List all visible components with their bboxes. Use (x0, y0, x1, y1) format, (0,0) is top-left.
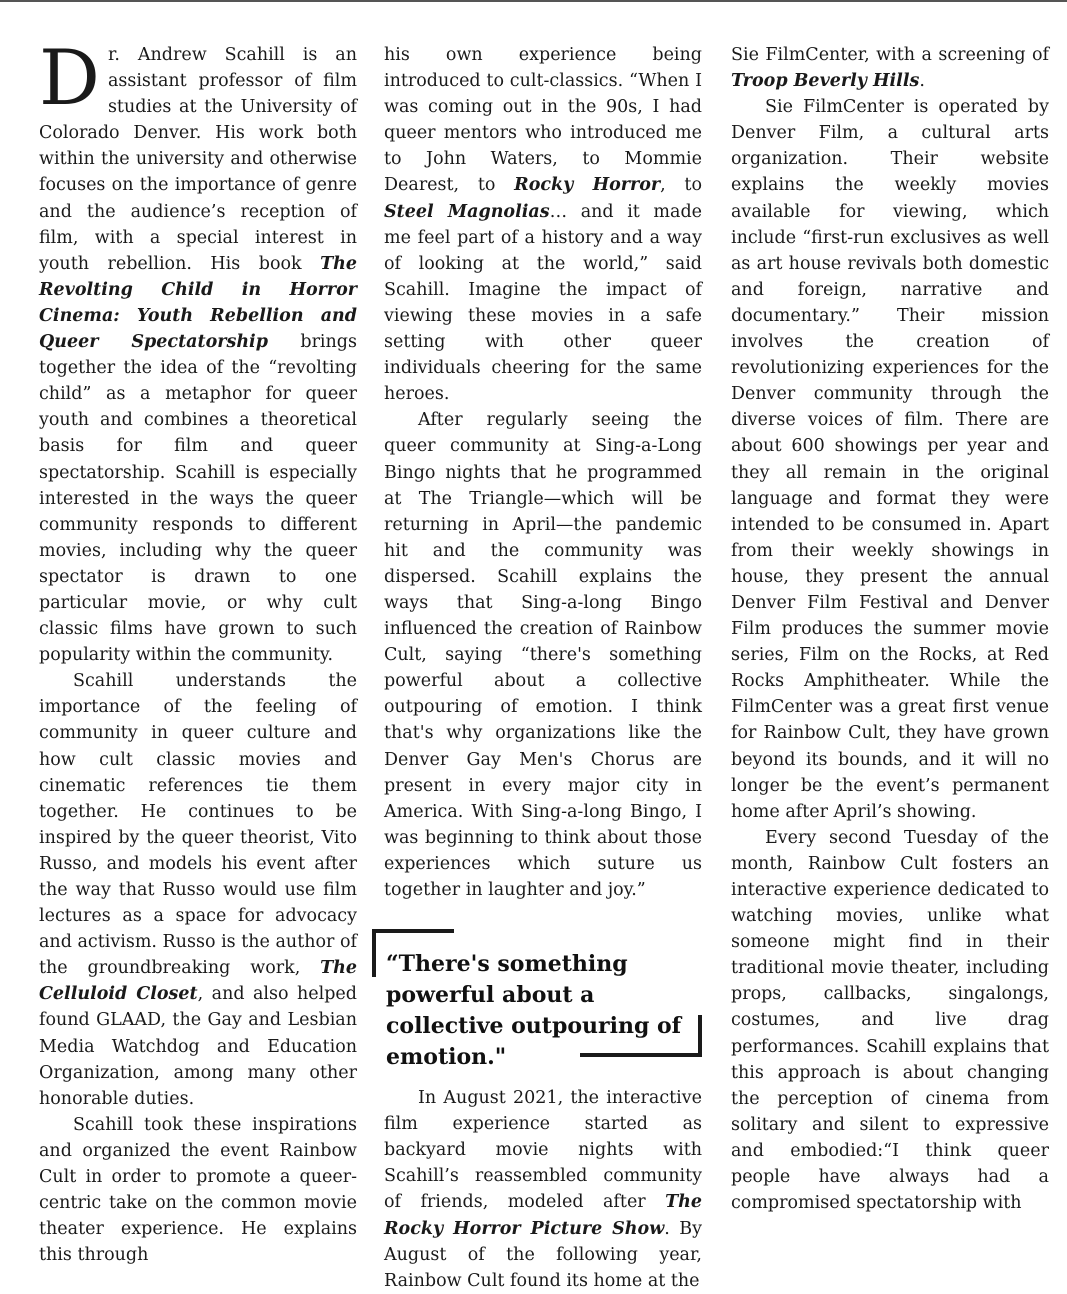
text: , to (660, 175, 702, 196)
pull-quote: “There's something powerful about a collective outpouring of emotion." (386, 951, 682, 1071)
paragraph (39, 33, 357, 668)
film-title: The Rocky Horror Picture Show (384, 1192, 702, 1239)
paragraph: Every second Tuesday of the month, Rainbow Cult fosters an interactive experience dedicated to watching movies, unlike what someone might find in their traditional movie theater, including props, callbacks, singalongs, costumes, and live drag performances. Scahill explains that this approach is about changing the perception of cinema from solitary and silent to expressive and embodied:“I think queer people have always had a compromised spectatorship with (731, 827, 1049, 1214)
book-title: The Revolting Child in Horror Cinema: Youth Rebellion and Queer Spectatorship (39, 253, 357, 353)
film-title: Troop Beverly Hills (731, 71, 920, 92)
article-column-2 (384, 42, 702, 1294)
film-title: Steel Magnolias (384, 201, 550, 222)
paragraph (384, 42, 702, 407)
film-title: Rocky Horror (514, 175, 661, 196)
paragraph: After regularly seeing the queer community at Sing-a-Long Bingo nights that he programmed at The Triangle—which will be returning in April—the pandemic hit and the community was dispersed. Scahill explains the ways that Sing-a-long Bingo influenced the creation of Rainbow Cult, saying “there's something powerful about a collective outpouring of emotion. I think that's why organizations like the Denver Gay Men's Chorus are present in every major city in America. With Sing-a-long Bingo, I was beginning to think about those experiences which suture us together in laughter and joy.” (384, 410, 702, 900)
paragraph: Sie FilmCenter is operated by Denver Film, a cultural arts organization. Their website explains the weekly movies available for viewing, which include “first-run exclusives as well as art house revivals both domestic and foreign, narrative and documentary.” Their mission involves the creation of revolutionizing experiences for the Denver community through the diverse voices of film. There are about 600 showings per year and they all remain in the original language and format they were intended to be consumed in. Apart from their weekly showings in house, they present the annual Denver Film Festival and Denver Film produces the summer movie series, Film on the Rocks, at Red Rocks Amphitheater. While the FilmCenter was a great first venue for Rainbow Cult, they have grown beyond its bounds, and it will no longer be the event’s permanent home after April’s showing. (731, 97, 1049, 822)
pull-quote-box (372, 929, 702, 1071)
paragraph (39, 668, 357, 1112)
text: Sie FilmCenter, with a screening of (731, 45, 1049, 65)
article-column-3 (731, 42, 1049, 1216)
text: brings together the idea of the “revolting child” as a metaphor for queer youth and combines a theoretical basis for film and queer spectatorship. Scahill is especially interested in the ways the queer community responds to different movies, including why the queer spectator is drawn to one particular movie, or why cult classic films have grown to such popularity within the community. (39, 332, 357, 666)
book-title: The Celluloid Closet (39, 958, 357, 1005)
drop-cap: D (39, 33, 100, 122)
paragraph (384, 1085, 702, 1294)
text: his own experience being introduced to cult-classics. “When I was coming out in the 90s, I had queer mentors who introduced me to John Waters, to Mommie Dearest, to (384, 45, 702, 196)
top-rule (0, 0, 1067, 2)
text: … and it made me feel part of a history and a way of looking at the world,” said Scahill. Imagine the impact of viewing these movies in a safe setting with other queer individuals cheering for the same heroes. (384, 201, 702, 405)
article-column-1 (39, 33, 357, 1268)
text: . (919, 71, 925, 92)
text: Scahill understands the importance of the feeling of community in queer culture and how cult classic movies and cinematic references tie them together. He continues to be inspired by the queer theorist, Vito Russo, and models his event after the way that Russo would use film lectures as a space for advocacy and activism. Russo is the author of the groundbreaking work, (39, 671, 357, 979)
text: . By August of the following year, Rainbow Cult found its home at the (384, 1218, 702, 1291)
text: , and also helped found GLAAD, the Gay and Lesbian Media Watchdog and Education Organization, among many other honorable duties. (39, 984, 357, 1109)
paragraph: Scahill took these inspirations and organized the event Rainbow Cult in order to promote a queer-centric take on the common movie theater experience. He explains this through (39, 1114, 357, 1266)
text: In August 2021, the interactive film experience started as backyard movie nights with Scahill’s reassembled community of friends, modeled after (384, 1088, 702, 1213)
paragraph (731, 42, 1049, 94)
text: r. Andrew Scahill is an assistant professor of film studies at the University of Colorado Denver. His work both within the university and otherwise focuses on the importance of genre and the audience’s reception of film, with a special interest in youth rebellion. His book (39, 45, 357, 274)
